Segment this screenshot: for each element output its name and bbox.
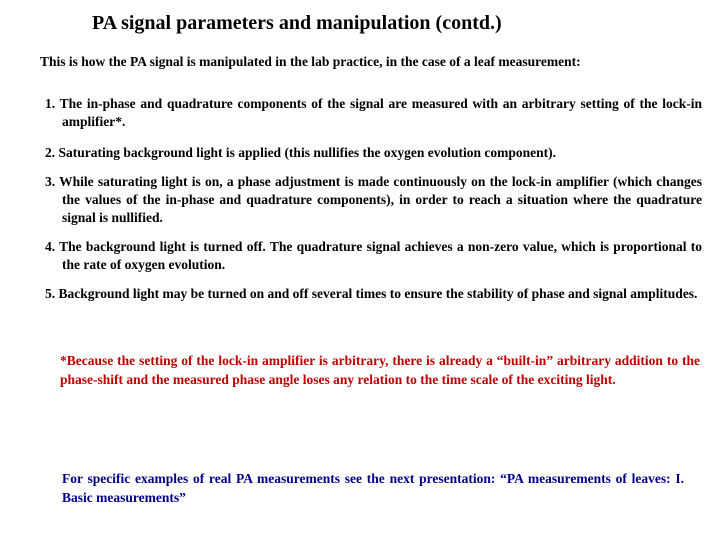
step-2: 2. Saturating background light is applied (this nullifies the oxygen evolution component).: [45, 145, 556, 160]
footnote: *Because the setting of the lock-in amplifier is arbitrary, there is already a “built-in” arbitrary addition to the phase-shift and the measured phase angle loses any relation to the time scale of the exciting light.: [60, 353, 700, 387]
slide-title: PA signal parameters and manipulation (contd.): [92, 12, 502, 34]
intro-text: This is how the PA signal is manipulated in the lab practice, in the case of a leaf measurement:: [40, 54, 581, 69]
step-1: 1. The in-phase and quadrature components of the signal are measured with an arbitrary setting of the lock-in amplifier*.: [45, 96, 702, 129]
reference-note: For specific examples of real PA measurements see the next presentation: “PA measurements of leaves: I. Basic measurements”: [62, 471, 684, 505]
step-3: 3. While saturating light is on, a phase adjustment is made continuously on the lock-in amplifier (which changes the values of the in-phase and quadrature components), in order to reach a situation where the quadrature signal is nullified.: [45, 174, 702, 225]
step-4: 4. The background light is turned off. The quadrature signal achieves a non-zero value, which is proportional to the rate of oxygen evolution.: [45, 239, 702, 272]
step-5: 5. Background light may be turned on and off several times to ensure the stability of phase and signal amplitudes.: [45, 286, 698, 301]
